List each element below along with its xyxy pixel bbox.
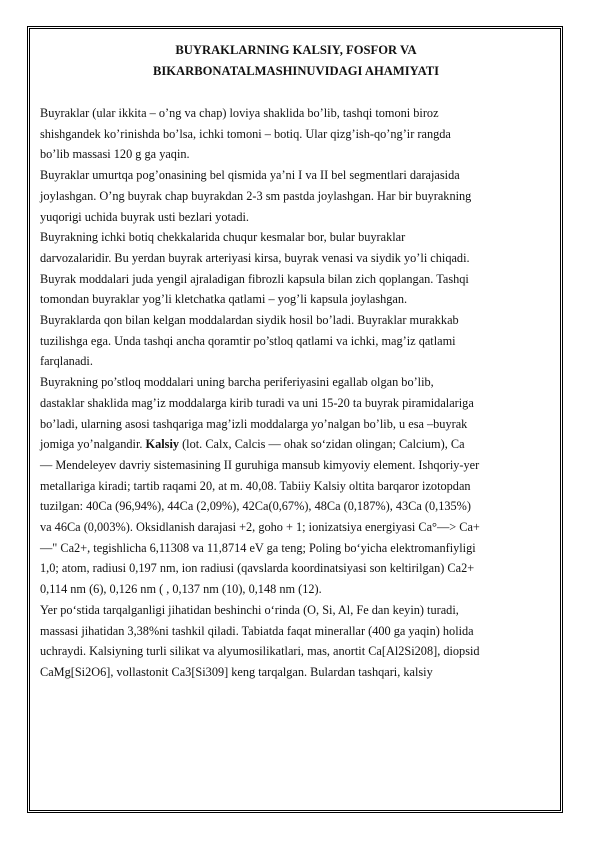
text-line: [40, 558, 552, 579]
line-text: tomondan buyraklar yog’li kletchatka qatlami – yog’li kapsula joylashgan.: [40, 292, 408, 307]
line-text: 1,0; atom, radiusi 0,197 nm, ion radiusi (qavslarda koordinatsiyasi son keltirilgan) Ca2+: [40, 561, 475, 576]
line-text: jomiga yo’nalgandir.: [40, 437, 146, 452]
line-text: Buyrakning po’stloq moddalari uning barcha periferiyasini egallab olgan bo’lib,: [40, 375, 434, 390]
text-line: [40, 372, 552, 393]
text-line: [40, 186, 552, 207]
line-text: metallariga kiradi; tartib raqami 20, at m. 40,08. Tabiiy Kalsiy oltita barqaror izotopdan: [40, 478, 471, 493]
text-line: [40, 310, 552, 331]
line-text-continued: (lot. Calx, Calcis — ohak so‘zidan olingan; Calcium), Ca: [179, 437, 465, 452]
text-line: [40, 227, 552, 248]
bold-term: Kalsiy: [145, 437, 180, 452]
line-text: CaMg[Si2O6], vollastonit Ca3[Si309] keng tarqalgan. Bulardan tashqari, kalsiy: [40, 664, 433, 679]
line-text: dastaklar shaklida mag’iz moddalarga kirib turadi va uni 15-20 ta buyrak piramidalariga: [40, 395, 474, 410]
line-text: va 46Ca (0,003%). Oksidlanish darajasi +2, goho + 1; ionizatsiya energiyasi Ca°—> Ca+: [40, 520, 480, 535]
line-text: Buyraklarda qon bilan kelgan moddalardan siydik hosil bo’ladi. Buyraklar murakkab: [40, 313, 459, 328]
text-lines: [40, 103, 552, 683]
text-line: [40, 414, 552, 435]
text-line: [40, 124, 552, 145]
line-text: joylashgan. O’ng buyrak chap buyrakdan 2-3 sm pastda joylashgan. Har bir buyrakning: [40, 188, 472, 203]
line-text: shishgandek ko’rinishda bo’lsa, ichki tomoni – botiq. Ular qizg’ish-qo’ng’ir rangda: [40, 126, 451, 141]
document-body: [40, 40, 552, 683]
line-text: bo’ladi, ularning asosi tashqariga mag’izli moddalarga yo’nalgan bo’lib, u esa –buyrak: [40, 416, 468, 431]
line-text: bo’lib massasi 120 g ga yaqin.: [40, 147, 190, 162]
line-text: tuzilishga ega. Unda tashqi ancha qoramtir po’stloq qatlami va ichki, mag’iz qatlami: [40, 333, 456, 348]
text-line: [40, 621, 552, 642]
line-text: Buyrakning ichki botiq chekkalarida chuqur kesmalar bor, bular buyraklar: [40, 230, 406, 245]
text-line: [40, 517, 552, 538]
text-line: [40, 144, 552, 165]
line-text: farqlanadi.: [40, 354, 93, 369]
line-text: —" Ca2+, tegishlicha 6,11308 va 11,8714 eV ga teng; Poling bo‘yicha elektromanfiyligi: [40, 540, 476, 555]
line-text: — Mendeleyev davriy sistemasining II guruhiga mansub kimyoviy element. Ishqoriy-yer: [40, 457, 480, 472]
text-line: [40, 434, 552, 455]
line-text: Buyraklar umurtqa pog’onasining bel qismida ya’ni I va II bel segmentlari darajasida: [40, 168, 460, 183]
text-line: [40, 538, 552, 559]
text-line: [40, 289, 552, 310]
text-line: [40, 393, 552, 414]
document-title: [40, 40, 552, 82]
text-line: [40, 476, 552, 497]
text-line: [40, 165, 552, 186]
line-text: tuzilgan: 40Ca (96,94%), 44Ca (2,09%), 42Ca(0,67%), 48Ca (0,187%), 43Ca (0,135%): [40, 499, 471, 514]
text-line: [40, 579, 552, 600]
line-text: 0,114 nm (6), 0,126 nm ( , 0,137 nm (10), 0,148 nm (12).: [40, 582, 322, 597]
line-text: Yer po‘stida tarqalganligi jihatidan beshinchi o‘rinda (O, Si, Al, Fe dan keyin) turadi,: [40, 602, 459, 617]
title-line-2: BIKARBONATALMASHINUVIDAGI AHAMIYATI: [152, 64, 440, 78]
text-line: [40, 248, 552, 269]
blank-line: [40, 82, 552, 103]
line-text: uchraydi. Kalsiyning turli silikat va alyumosilikatlari, mas, anortit Ca[Al2Si208], diopsid: [40, 644, 480, 659]
text-line: [40, 331, 552, 352]
line-text: massasi jihatidan 3,38%ni tashkil qiladi. Tabiatda faqat minerallar (400 ga yaqin) holida: [40, 623, 474, 638]
line-text: Buyrak moddalari juda yengil ajraladigan fibrozli kapsula bilan zich qoplangan. Tashqi: [40, 271, 469, 286]
text-line: [40, 496, 552, 517]
text-line: [40, 103, 552, 124]
text-line: [40, 207, 552, 228]
text-line: [40, 351, 552, 372]
text-line: [40, 269, 552, 290]
line-text: darvozalaridir. Bu yerdan buyrak arteriyasi kirsa, buyrak venasi va siydik yo’li chiqadi.: [40, 250, 470, 265]
title-line-1: BUYRAKLARNING KALSIY, FOSFOR VA: [175, 43, 417, 57]
text-line: [40, 662, 552, 683]
text-line: [40, 600, 552, 621]
text-line: [40, 455, 552, 476]
text-line: [40, 641, 552, 662]
line-text: Buyraklar (ular ikkita – o’ng va chap) loviya shaklida bo’lib, tashqi tomoni biroz: [40, 106, 439, 120]
line-text: yuqorigi uchida buyrak usti bezlari yotadi.: [40, 209, 249, 224]
